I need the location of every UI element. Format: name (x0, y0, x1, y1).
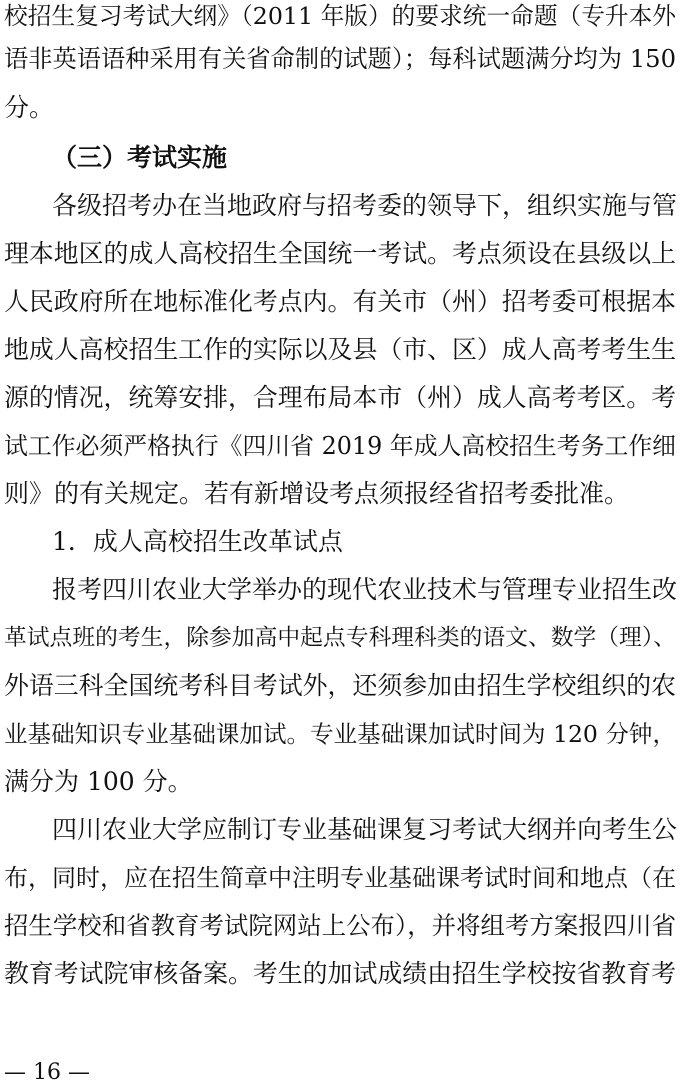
section-heading: （三）考试实施 (52, 143, 228, 172)
paragraph-line: 四川农业大学应制订专业基础课复习考试大纲并向考生公 (52, 815, 678, 844)
page-number: — 16 — (4, 1060, 90, 1085)
paragraph-line: 业基础知识专业基础课加试。专业基础课加试时间为 120 分钟， (4, 720, 676, 748)
paragraph-line: 各级招考办在当地政府与招考委的领导下，组织实施与管 (52, 191, 678, 220)
paragraph-line: 人民政府所在地标准化考点内。有关市（州）招考委可根据本 (4, 287, 676, 316)
sub-heading: 1．成人高校招生改革试点 (52, 527, 343, 556)
paragraph-line: 源的情况，统筹安排，合理布局本市（州）成人高考考区。考 (4, 383, 676, 412)
paragraph-line: 语非英语语种采用有关省命制的试题）；每科试题满分均为 150 (4, 44, 676, 73)
paragraph-line: 报考四川农业大学举办的现代农业技术与管理专业招生改 (52, 575, 678, 604)
paragraph-line: 布，同时，应在招生简章中注明专业基础课考试时间和地点（在 (4, 864, 676, 892)
paragraph-line: 理本地区的成人高校招生全国统一考试。考点须设在县级以上 (4, 239, 676, 268)
paragraph-line: 校招生复习考试大纲》（2011 年版）的要求统一命题（专升本外 (4, 2, 676, 30)
paragraph-line: 教育考试院审核备案。考生的加试成绩由招生学校按省教育考 (4, 959, 676, 988)
paragraph-line: 满分为 100 分。 (4, 767, 193, 796)
paragraph-line: 试工作必须严格执行《四川省 2019 年成人高校招生考务工作细 (4, 432, 676, 460)
paragraph-line: 地成人高校招生工作的实际以及县（市、区）成人高考考生生 (4, 335, 676, 364)
paragraph-line: 则》的有关规定。若有新增设考点须报经省招考委批准。 (4, 479, 630, 508)
paragraph-line: 革试点班的考生，除参加高中起点专科理科类的语文、数学（理）、 (4, 625, 676, 651)
paragraph-line: 外语三科全国统考科目考试外，还须参加由招生学校组织的农 (4, 671, 676, 700)
paragraph-line: 分。 (4, 93, 55, 122)
paragraph-line: 招生学校和省教育考试院网站上公布），并将组考方案报四川省 (4, 911, 676, 940)
